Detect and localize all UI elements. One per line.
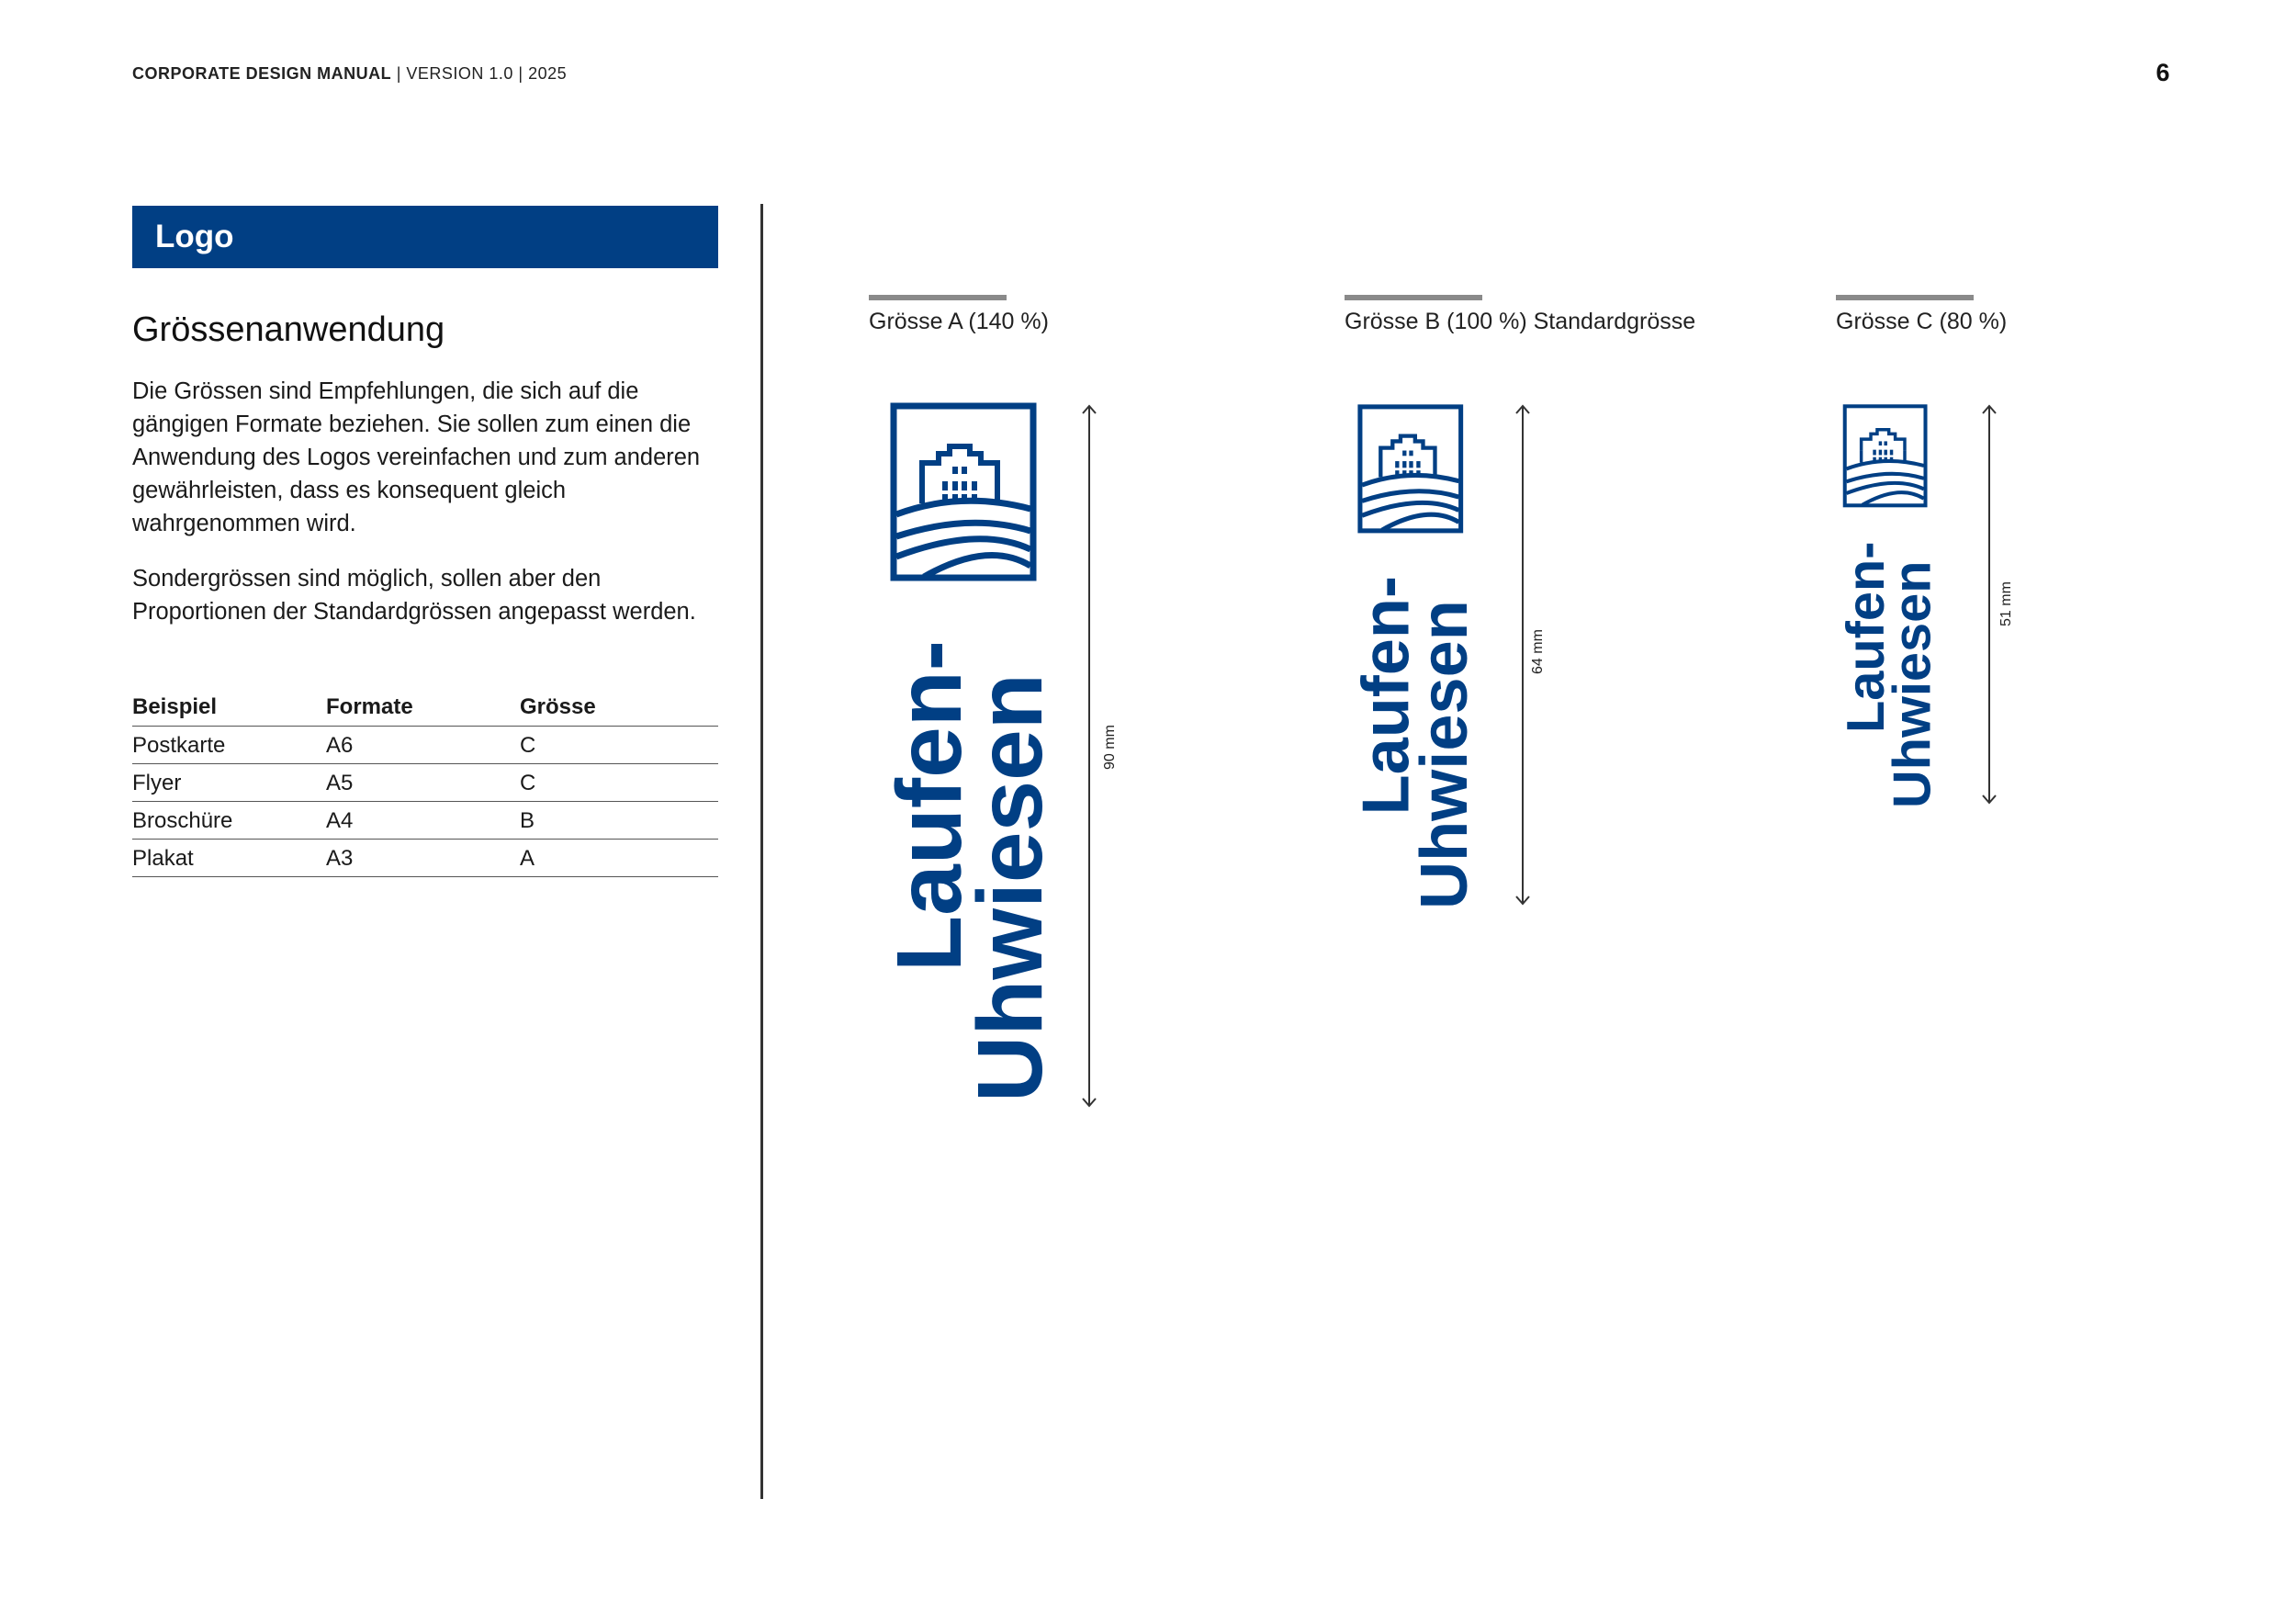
table-row — [132, 727, 718, 764]
logo-text-line2: Uhwiesen — [1883, 560, 1942, 808]
logo-text-line1: Laufen- — [878, 639, 981, 972]
table-cell: Broschüre — [132, 802, 326, 840]
logo-text-line2: Uhwiesen — [959, 673, 1062, 1102]
table-header-row — [132, 682, 718, 727]
table-cell: A6 — [326, 727, 520, 764]
running-header — [132, 64, 567, 84]
size-a-label: Grösse A (140 %) — [869, 309, 1049, 334]
size-b-rule — [1345, 295, 1482, 300]
dimension-label-a: 90 mm — [1102, 725, 1118, 770]
document-meta: | VERSION 1.0 | 2025 — [396, 64, 568, 83]
logo-text-line1: Laufen- — [1836, 541, 1896, 734]
dimension-arrow-c — [1980, 404, 1998, 805]
logo-text-line1: Laufen- — [1349, 575, 1424, 816]
section-subtitle: Grössenanwendung — [132, 310, 445, 349]
logo-size-a — [869, 402, 1062, 1102]
table-row — [132, 764, 718, 802]
table-header-size: Grösse — [520, 682, 718, 727]
size-b-label: Grösse B (100 %) Standardgrösse — [1345, 309, 1696, 334]
dimension-arrow-a — [1080, 404, 1098, 1108]
table-header-example: Beispiel — [132, 682, 326, 727]
format-size-table — [132, 682, 718, 877]
size-c-rule — [1836, 295, 1974, 300]
page-number: 6 — [2155, 59, 2170, 86]
dimension-label-b: 64 mm — [1530, 629, 1546, 674]
special-sizes-paragraph: Sondergrössen sind möglich, sollen aber den Proportionen der Standardgrössen angepasst werden. — [132, 566, 696, 625]
table-cell: Flyer — [132, 764, 326, 802]
section-title-bar: Logo — [132, 206, 718, 268]
town-emblem-icon — [894, 406, 1033, 578]
table-cell: A3 — [326, 840, 520, 877]
size-c-label: Grösse C (80 %) — [1836, 309, 2008, 334]
table-cell: Plakat — [132, 840, 326, 877]
table-cell: C — [520, 764, 718, 802]
town-emblem-icon — [1845, 406, 1926, 505]
table-header-format: Formate — [326, 682, 520, 727]
column-divider — [760, 204, 763, 1499]
logo-size-b — [1341, 404, 1482, 909]
table-cell: A — [520, 840, 718, 877]
table-cell: A5 — [326, 764, 520, 802]
table-row — [132, 802, 718, 840]
logo-size-c — [1829, 404, 1942, 808]
table-cell: C — [520, 727, 718, 764]
document-title: CORPORATE DESIGN MANUAL — [132, 64, 392, 83]
town-emblem-icon — [1360, 407, 1461, 531]
dimension-arrow-b — [1514, 404, 1532, 906]
table-cell: Postkarte — [132, 727, 326, 764]
table-cell: A4 — [326, 802, 520, 840]
logo-text-line2: Uhwiesen — [1408, 600, 1482, 909]
table-row — [132, 840, 718, 877]
intro-paragraph: Die Grössen sind Empfehlungen, die sich auf die gängigen Formate beziehen. Sie sollen zum einen die Anwendung des Logos vereinfachen und zum anderen gewährleisten, dass es konsequent gleich wahrgenommen wird. — [132, 378, 701, 536]
table-cell: B — [520, 802, 718, 840]
size-a-rule — [869, 295, 1007, 300]
dimension-label-c: 51 mm — [1998, 581, 2014, 626]
